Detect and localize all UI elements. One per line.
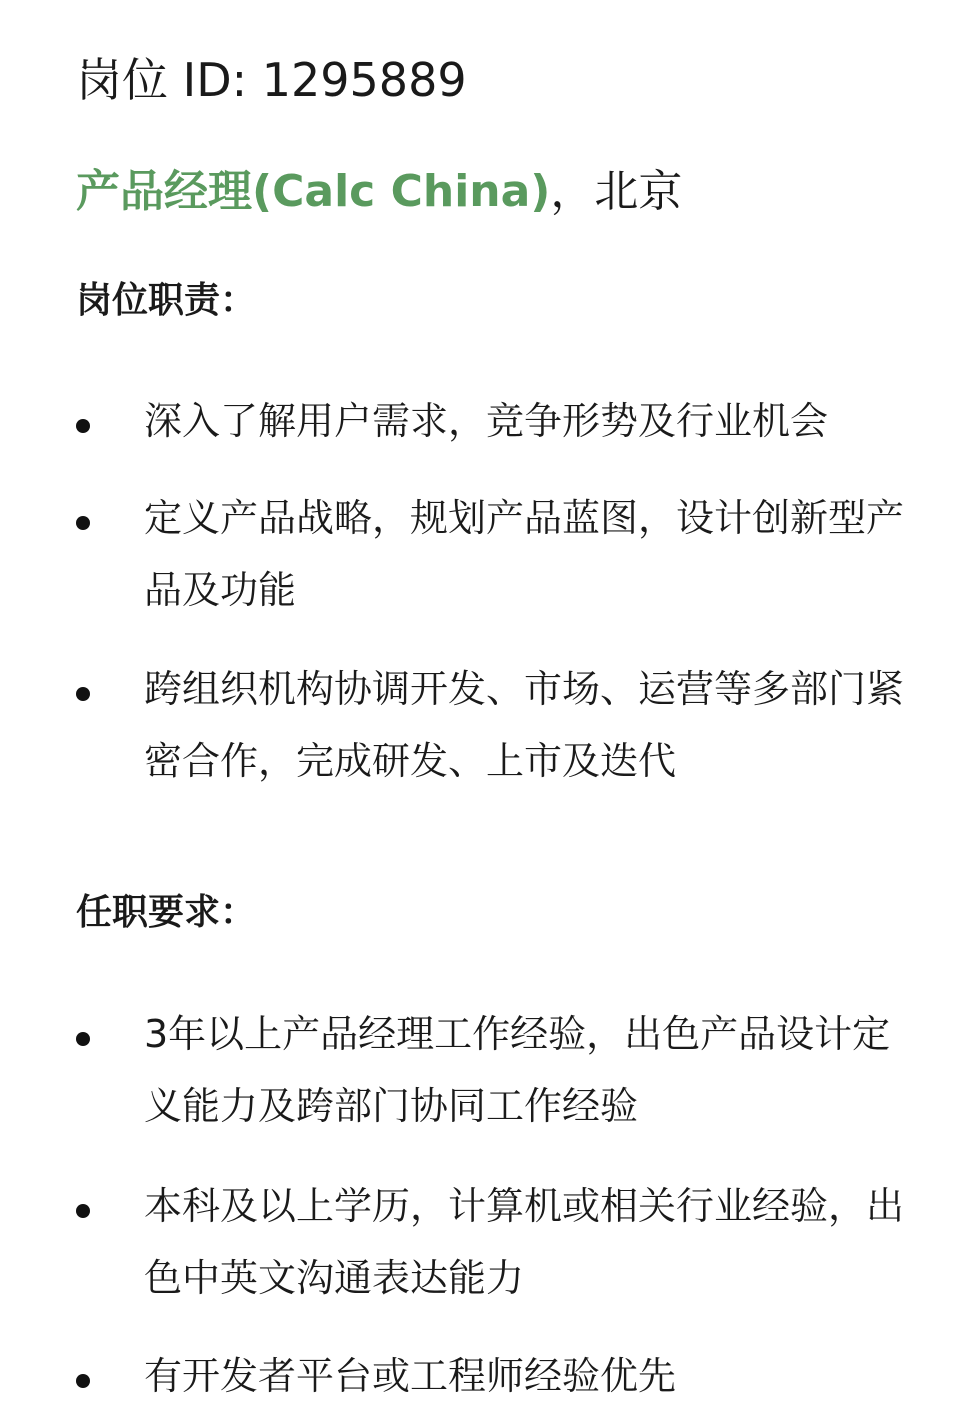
bullet-icon <box>76 516 90 530</box>
bullet-icon <box>76 419 90 433</box>
bullet-icon <box>76 1204 90 1218</box>
title-separator: ， <box>550 166 595 217</box>
job-city: 北京 <box>594 166 683 217</box>
responsibilities-heading: 岗位职责： <box>76 280 257 321</box>
job-id: 岗位 ID: 1295889 <box>76 53 467 107</box>
list-item-text: 深入了解用户需求，竞争形势及行业机会 <box>144 399 829 443</box>
job-title: 产品经理(Calc China) <box>76 166 551 217</box>
bullet-icon <box>76 1032 90 1046</box>
list-item-text: 3年以上产品经理工作经验，出色产品设计定义能力及跨部门协同工作经验 <box>144 1012 891 1128</box>
bullet-icon <box>76 1374 90 1388</box>
list-item-text: 跨组织机构协调开发、市场、运营等多部门紧密合作，完成研发、上市及迭代 <box>144 667 905 783</box>
bullet-icon <box>76 687 90 701</box>
list-item-text: 有开发者平台或工程师经验优先 <box>144 1354 677 1398</box>
requirements-heading: 任职要求： <box>76 892 257 933</box>
job-title-line <box>76 162 682 222</box>
list-item-text: 本科及以上学历，计算机或相关行业经验，出色中英文沟通表达能力 <box>144 1184 905 1300</box>
list-item-text: 定义产品战略，规划产品蓝图，设计创新型产品及功能 <box>144 496 905 612</box>
